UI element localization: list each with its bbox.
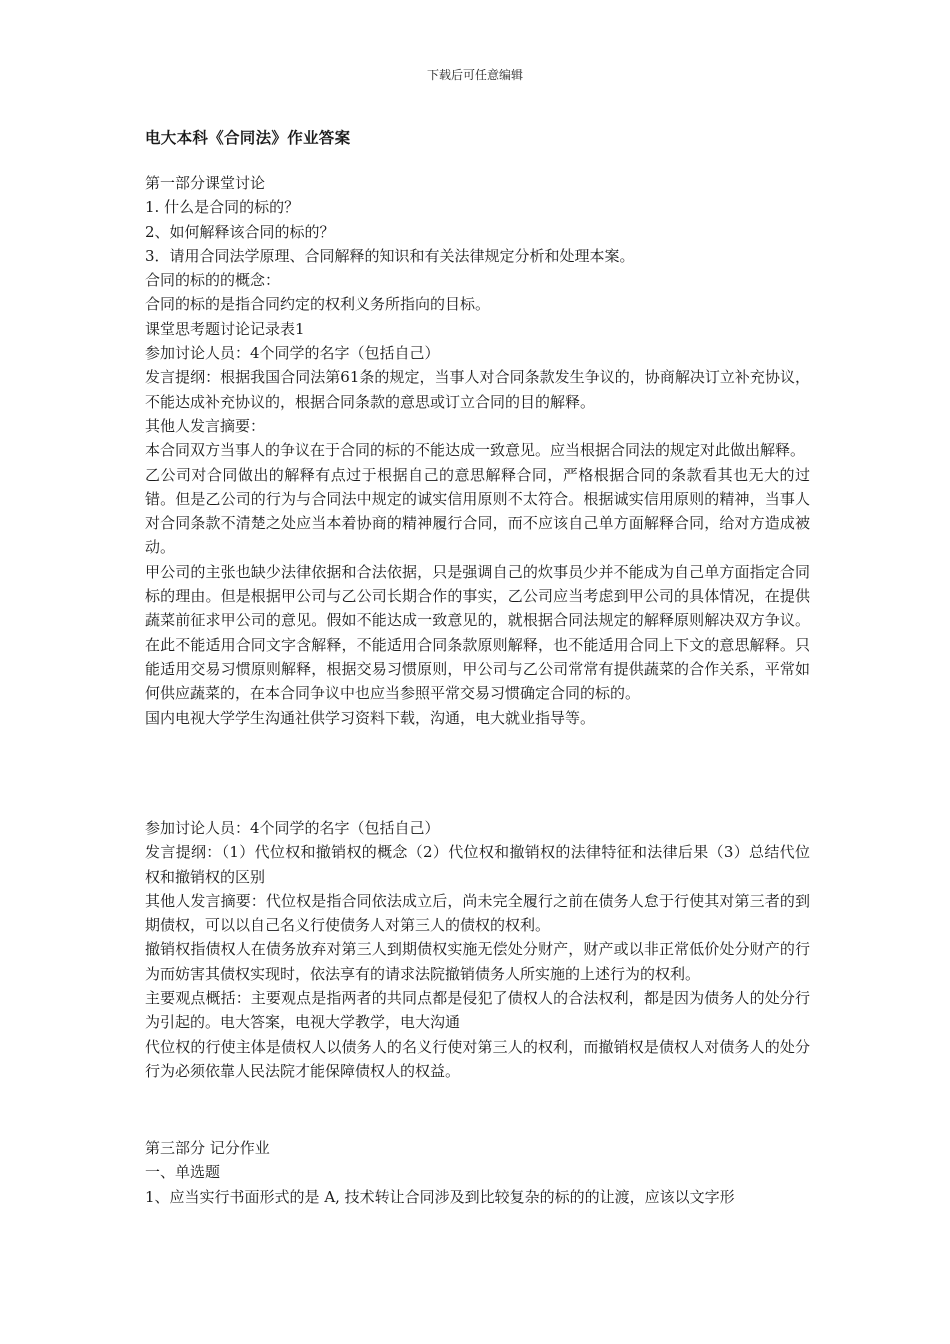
section-heading: 第三部分 记分作业 [145, 1139, 270, 1157]
paragraph: 撤销权指债权人在债务放弃对第三人到期债权实施无偿处分财产，财产或以非正常低价处分财产的行为而妨害其债权实现时，依法享有的请求法院撤销债务人所实施的上述行为的权利。 [145, 940, 810, 983]
section-discussion-record-2 [145, 816, 810, 1083]
paragraph: 乙公司对合同做出的解释有点过于根据自己的意思解释合同，严格根据合同的条款看其也无大的过错。但是乙公司的行为与合同法中规定的诚实信用原则不太符合。根据诚实信用原则的精神，当事人对合同条款不清楚之处应当本着协商的精神履行合同，而不应该自己单方面解释合同，给对方造成被动。 [145, 465, 810, 557]
paragraph: 本合同双方当事人的争议在于合同的标的不能达成一致意见。应当根据合同法的规定对此做出解释。 [145, 441, 806, 460]
question-2: 2、如何解释该合同的标的？ [145, 222, 335, 241]
paragraph: 1、应当实行书面形式的是 A, 技术转让合同涉及到比较复杂的标的的让渡，应该以文字形 [145, 1187, 735, 1206]
section-heading: 第一部分课堂讨论 [145, 174, 266, 192]
paragraph: 参加讨论人员：4个同学的名字（包括自己） [145, 819, 440, 837]
paragraph: 国内电视大学学生沟通社供学习资料下载，沟通，电大就业指导等。 [145, 708, 596, 727]
paragraph: 发言提纲：根据我国合同法第61条的规定，当事人对合同条款发生争议的，协商解决订立补充协议，不能达成补充协议的，根据合同条款的意思或订立合同的目的解释。 [145, 368, 810, 411]
paragraph: 参加讨论人员：4个同学的名字（包括自己） [145, 344, 440, 363]
paragraph: 主要观点概括：主要观点是指两者的共同点都是侵犯了债权人的合法权利，都是因为债务人的处分行为引起的。电大答案，电视大学教学，电大沟通 [145, 989, 810, 1032]
section-classroom-discussion [145, 171, 810, 730]
paragraph: 其他人发言摘要：代位权是指合同依法成立后，尚未完全履行之前在债务人怠于行使其对第三者的到期债权，可以以自己名义行使债务人对第三人的债权的权利。 [145, 891, 810, 935]
paragraph: 发言提纲：（1）代位权和撤销权的概念（2）代位权和撤销权的法律特征和法律后果（3）总结代位权和撤销权的区别 [145, 843, 810, 886]
paragraph: 合同的标的是指合同约定的权利义务所指向的目标。 [145, 295, 491, 314]
document-title: 电大本科《合同法》作业答案 [145, 129, 351, 147]
header-note: 下载后可任意编辑 [426, 68, 523, 82]
paragraph: 合同的标的的概念： [145, 271, 281, 290]
subsection-heading: 一、单选题 [145, 1163, 221, 1182]
paragraph: 甲公司的主张也缺少法律依据和合法依据，只是强调自己的炊事员少并不能成为自己单方面指定合同标的理由。但是根据甲公司与乙公司长期合作的事实，乙公司应当考虑到甲公司的具体情况，在提供蔬菜前征求甲公司的意见。假如不能达成一致意见的，就根据合同法规定的解释原则解决双方争议。在此不能适用合同文字含解释，不能适用合同条款原则解释，也不能适用合同上下文的意思解释。只能适用交易习惯原则解释，根据交易习惯原则，甲公司与乙公司常常有提供蔬菜的合作关系，平常如何供应蔬菜的，在本合同争议中也应当参照平常交易习惯确定合同的标的。 [145, 562, 810, 703]
question-1: 1. 什么是合同的标的？ [145, 198, 300, 217]
paragraph: 代位权的行使主体是债权人以债务人的名义行使对第三人的权利，而撤销权是债权人对债务人的处分行为必须依靠人民法院才能保障债权人的权益。 [145, 1037, 810, 1080]
section-graded-homework [145, 1136, 810, 1209]
question-3: 3．请用合同法学原理、合同解释的知识和有关法律规定分析和处理本案。 [145, 246, 635, 265]
paragraph: 其他人发言摘要： [145, 416, 266, 435]
paragraph: 课堂思考题讨论记录表1 [145, 319, 305, 338]
